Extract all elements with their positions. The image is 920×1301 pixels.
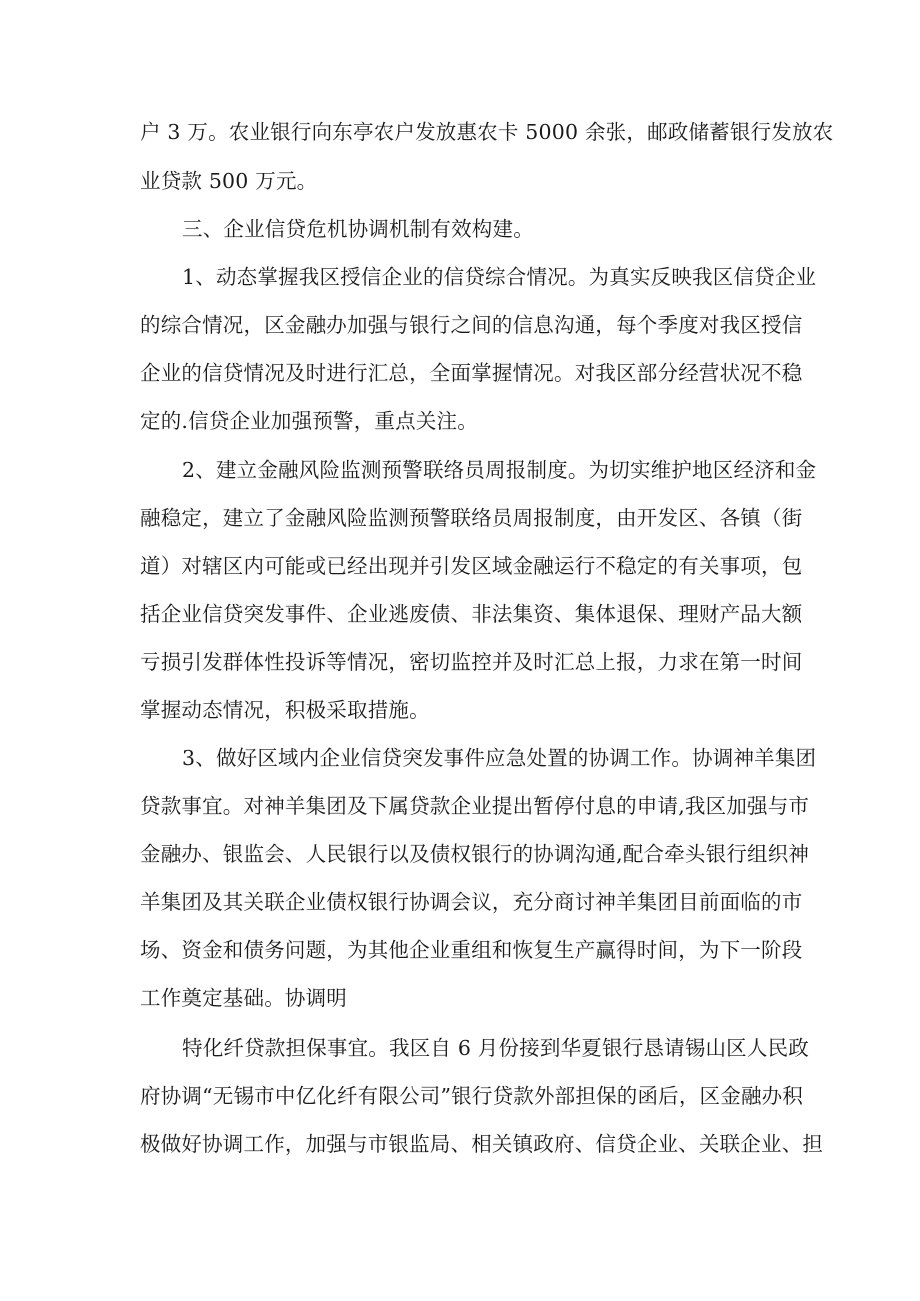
text-line: 金融办、银监会、人民银行以及债权银行的协调沟通,配合牵头银行组织神 xyxy=(140,842,810,866)
text-line: 1、动态掌握我区授信企业的信贷综合情况。为真实反映我区信贷企业 xyxy=(182,265,817,289)
text-line: 2、建立金融风险监测预警联络员周报制度。为切实维护地区经济和金 xyxy=(182,458,817,482)
text-line: 定的.信贷企业加强预警，重点关注。 xyxy=(140,409,478,433)
text-line: 业贷款 500 万元。 xyxy=(140,169,318,193)
text-line: 极做好协调工作，加强与市银监局、相关镇政府、信贷企业、关联企业、担 xyxy=(140,1132,824,1156)
text-line: 的综合情况，区金融办加强与银行之间的信息沟通，每个季度对我区授信 xyxy=(140,313,803,337)
text-line: 道）对辖区内可能或已经出现并引发区域金融运行不稳定的有关事项，包 xyxy=(140,554,803,578)
text-line: 融稳定，建立了金融风险监测预警联络员周报制度，由开发区、各镇（街 xyxy=(140,506,803,530)
section-heading: 三、企业信贷危机协调机制有效构建。 xyxy=(182,217,534,241)
text-line: 括企业信贷突发事件、企业逃废债、非法集资、集体退保、理财产品大额 xyxy=(140,602,803,626)
text-line: 工作奠定基础。协调明 xyxy=(140,986,347,1010)
text-line: 府协调“无锡市中亿化纤有限公司”银行贷款外部担保的函后，区金融办积 xyxy=(140,1084,804,1108)
text-line: 场、资金和债务问题，为其他企业重组和恢复生产赢得时间，为下一阶段 xyxy=(140,938,803,962)
text-line: 羊集团及其关联企业债权银行协调会议，充分商讨神羊集团目前面临的市 xyxy=(140,890,803,914)
text-line: 掌握动态情况，积极采取措施。 xyxy=(140,698,430,722)
text-line: 户 3 万。农业银行向东亭农户发放惠农卡 5000 余张，邮政储蓄银行发放农 xyxy=(140,120,834,144)
text-line: 企业的信贷情况及时进行汇总，全面掌握情况。对我区部分经营状况不稳 xyxy=(140,361,803,385)
text-line: 特化纤贷款担保事宜。我区自 6 月份接到华夏银行恳请锡山区人民政 xyxy=(182,1036,809,1060)
text-line: 3、做好区域内企业信贷突发事件应急处置的协调工作。协调神羊集团 xyxy=(182,746,817,770)
text-line: 贷款事宜。对神羊集团及下属贷款企业提出暂停付息的申请,我区加强与市 xyxy=(140,794,810,818)
text-line: 亏损引发群体性投诉等情况，密切监控并及时汇总上报，力求在第一时间 xyxy=(140,650,803,674)
